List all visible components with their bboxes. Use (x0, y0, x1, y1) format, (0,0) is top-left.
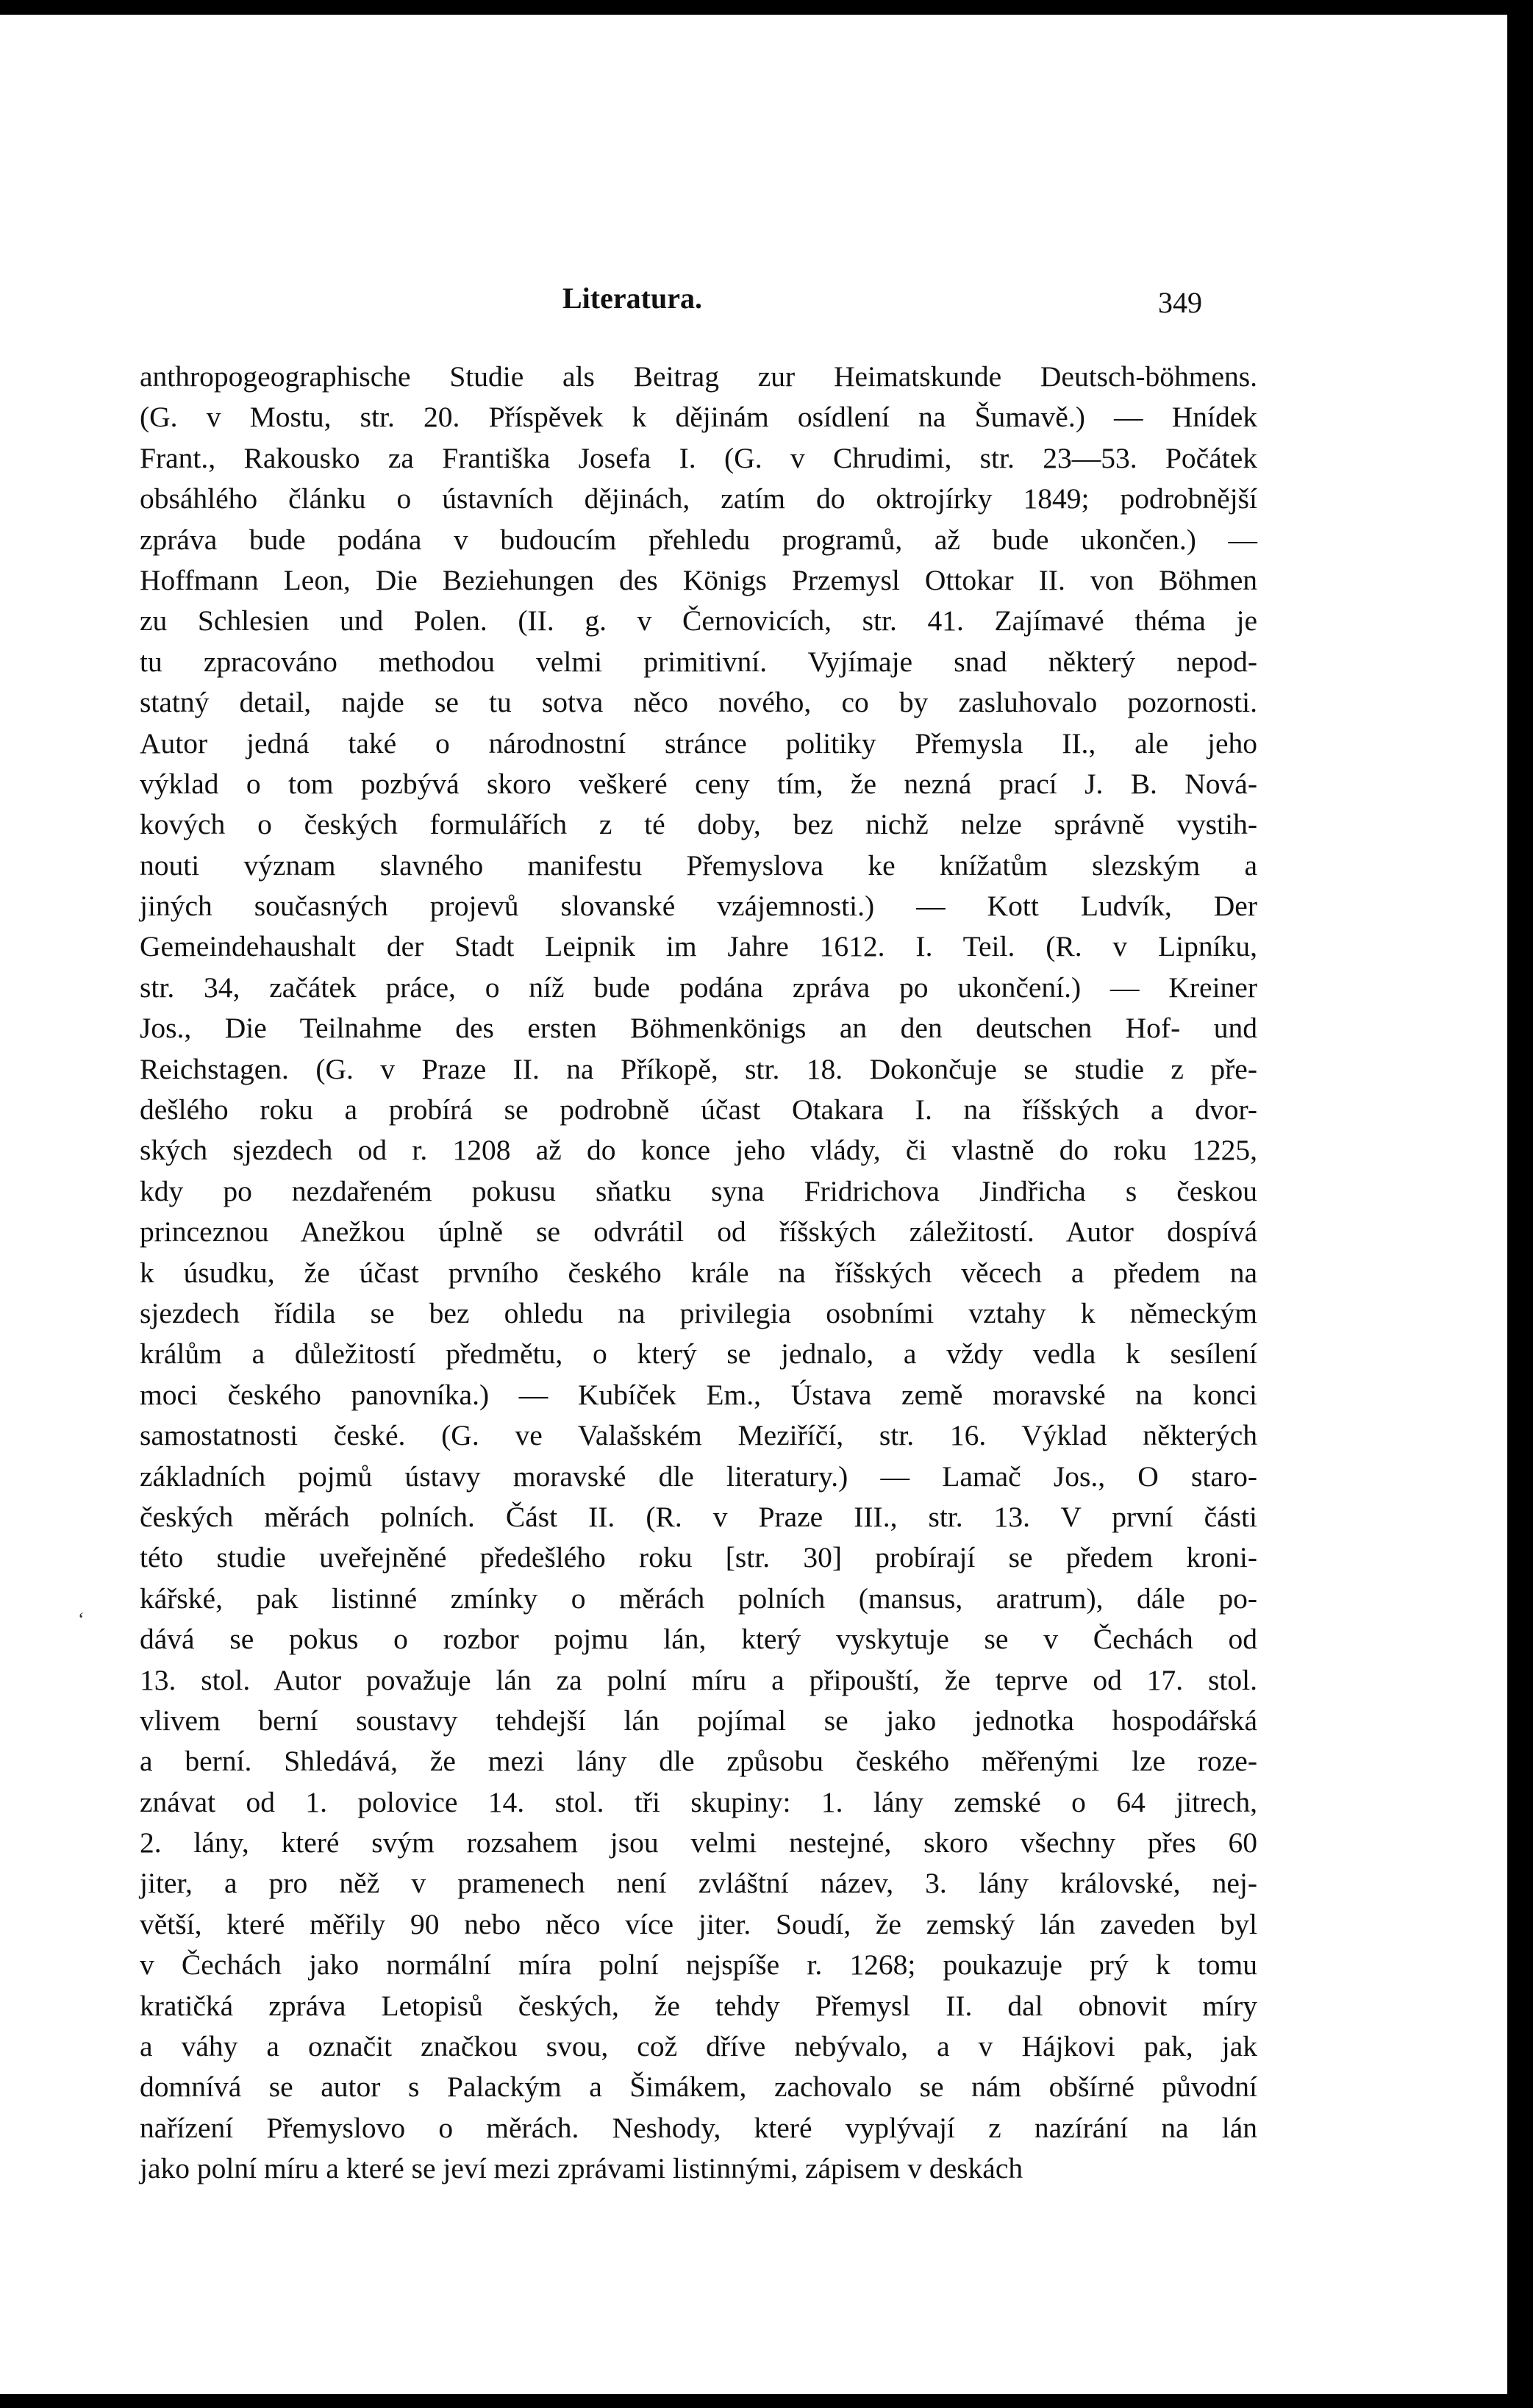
text-line: statný detail, najde se tu sotva něco nového, co by zasluhovalo pozornosti. (140, 686, 1257, 719)
text-line: moci českého panovníka.) — Kubíček Em., Ústava země moravské na konci (140, 1378, 1257, 1411)
text-line: vlivem berní soustavy tehdejší lán pojímal se jako jednotka hospodářská (140, 1704, 1257, 1737)
text-line: kových o českých formulářích z té doby, bez nichž nelze správně vystih- (140, 808, 1257, 841)
text-line: Gemeindehaushalt der Stadt Leipnik im Jahre 1612. I. Teil. (R. v Lipníku, (140, 930, 1257, 963)
text-line: samostatnosti české. (G. ve Valašském Meziříčí, str. 16. Výklad některých (140, 1419, 1257, 1452)
text-line: dešlého roku a probírá se podrobně účast Otakara I. na říšských a dvor- (140, 1093, 1257, 1126)
text-line: str. 34, začátek práce, o níž bude podána zpráva po ukončení.) — Kreiner (140, 971, 1257, 1004)
text-line: kdy po nezdařeném pokusu sňatku syna Fridrichova Jindřicha s českou (140, 1174, 1257, 1207)
text-line: českých měrách polních. Část II. (R. v Praze III., str. 13. V první části (140, 1500, 1257, 1533)
text-line: a berní. Shledává, že mezi lány dle způsobu českého měřenými lze roze- (140, 1745, 1257, 1778)
text-line: výklad o tom pozbývá skoro veškeré ceny tím, že nezná prací J. B. Nová- (140, 767, 1257, 800)
text-line: jako polní míru a které se jeví mezi zprávami listinnými, zápisem v deskách (140, 2152, 1023, 2185)
text-line: k úsudku, že účast prvního českého krále na říšských věcech a předem na (140, 1256, 1257, 1289)
text-line: znávat od 1. polovice 14. stol. tři skupiny: 1. lány zemské o 64 jitrech, (140, 1785, 1257, 1818)
text-line: jiných současných projevů slovanské vzájemnosti.) — Kott Ludvík, Der (140, 890, 1257, 923)
page-number: 349 (1158, 286, 1202, 319)
text-line: Autor jedná také o národnostní stránce politiky Přemysla II., ale jeho (140, 726, 1257, 760)
text-line: jiter, a pro něž v pramenech není zvláštní název, 3. lány královské, nej- (140, 1867, 1257, 1900)
text-line: tu zpracováno methodou velmi primitivní. Vyjímaje snad některý nepod- (140, 645, 1257, 678)
text-line: základních pojmů ústavy moravské dle literatury.) — Lamač Jos., O staro- (140, 1460, 1257, 1493)
text-line: Hoffmann Leon, Die Beziehungen des Königs Przemysl Ottokar II. von Böhmen (140, 563, 1257, 596)
text-line: větší, které měřily 90 nebo něco více jiter. Soudí, že zemský lán zaveden byl (140, 1907, 1257, 1940)
text-line: 2. lány, které svým rozsahem jsou velmi nestejné, skoro všechny přes 60 (140, 1826, 1257, 1859)
text-line: obsáhlého článku o ústavních dějinách, zatím do oktrojírky 1849; podrobnější (140, 482, 1257, 515)
margin-mark: ‘ (78, 1609, 85, 1630)
text-line: nařízení Přemyslovo o měrách. Neshody, které vyplývají z nazírání na lán (140, 2111, 1257, 2144)
text-line: a váhy a označit značkou svou, což dříve nebývalo, a v Hájkovi pak, jak (140, 2030, 1257, 2063)
book-page (0, 15, 1507, 2394)
text-line: v Čechách jako normální míra polní nejspíše r. 1268; poukazuje prý k tomu (140, 1948, 1257, 1982)
text-line: nouti význam slavného manifestu Přemyslova ke knížatům slezským a (140, 848, 1257, 882)
text-line: kratičká zpráva Letopisů českých, že tehdy Přemysl II. dal obnovit míry (140, 1989, 1257, 2022)
running-title: Literatura. (562, 282, 702, 315)
text-line: anthropogeographische Studie als Beitrag zur Heimatskunde Deutsch-böhmens. (140, 360, 1257, 393)
text-line: dává se pokus o rozbor pojmu lán, který vyskytuje se v Čechách od (140, 1623, 1257, 1656)
text-line: 13. stol. Autor považuje lán za polní míru a připouští, že teprve od 17. stol. (140, 1663, 1257, 1696)
text-line: Frant., Rakousko za Františka Josefa I. (G. v Chrudimi, str. 23—53. Počátek (140, 441, 1257, 474)
text-line: králům a důležitostí předmětu, o který se jednalo, a vždy vedla k sesílení (140, 1337, 1257, 1371)
text-line: této studie uveřejněné předešlého roku [str. 30] probírají se předem kroni- (140, 1541, 1257, 1574)
text-line: sjezdech řídila se bez ohledu na privilegia osobními vztahy k německým (140, 1296, 1257, 1329)
text-line: princeznou Anežkou úplně se odvrátil od říšských záležitostí. Autor dospívá (140, 1215, 1257, 1248)
text-line: ských sjezdech od r. 1208 až do konce jeho vlády, či vlastně do roku 1225, (140, 1134, 1257, 1167)
text-line: zpráva bude podána v budoucím přehledu programů, až bude ukončen.) — (140, 523, 1257, 556)
text-line: kářské, pak listinné zmínky o měrách polních (mansus, aratrum), dále po- (140, 1582, 1257, 1615)
page-header (0, 281, 1507, 325)
text-line: domnívá se autor s Palackým a Šimákem, zachovalo se nám obšírné původní (140, 2071, 1257, 2104)
text-line: zu Schlesien und Polen. (II. g. v Černovicích, str. 41. Zajímavé théma je (140, 604, 1257, 637)
text-line: Reichstagen. (G. v Praze II. na Příkopě, str. 18. Dokončuje se studie z pře- (140, 1052, 1257, 1085)
text-line: (G. v Mostu, str. 20. Příspěvek k dějinám osídlení na Šumavě.) — Hnídek (140, 401, 1257, 434)
body-text (140, 357, 1257, 2190)
text-line: Jos., Die Teilnahme des ersten Böhmenkönigs an den deutschen Hof- und (140, 1012, 1257, 1045)
